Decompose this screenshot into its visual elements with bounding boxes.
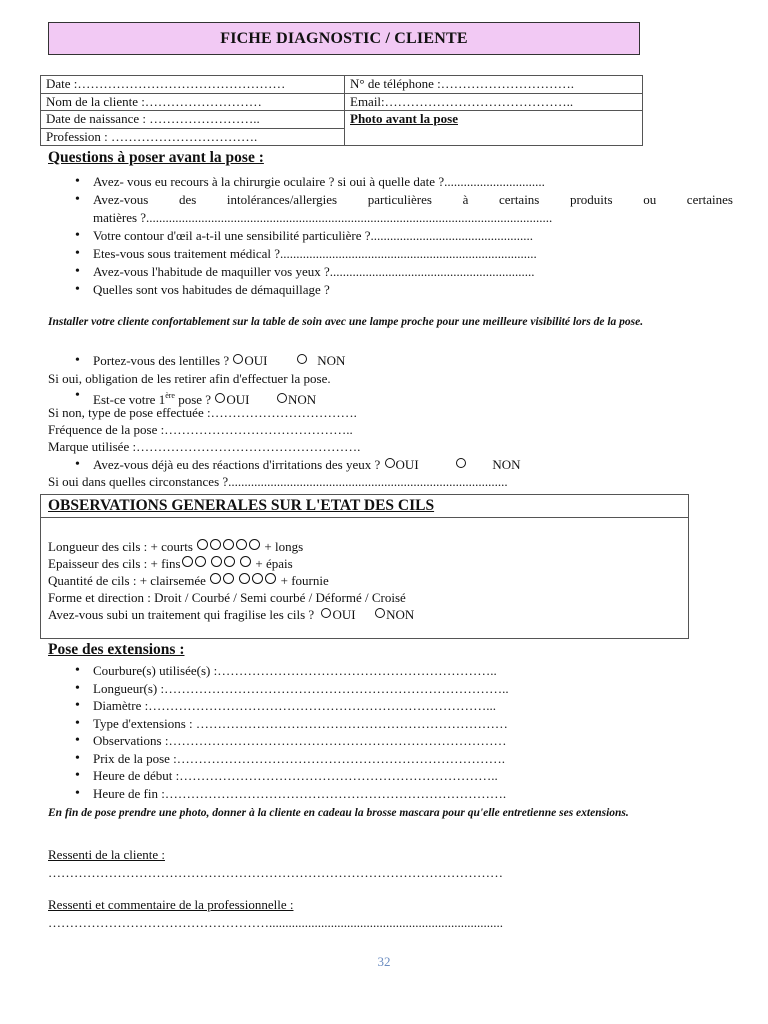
- lash-quantity-row: [48, 572, 329, 589]
- profession-field[interactable]: Profession : …………………………….: [41, 128, 345, 146]
- pose-price-field[interactable]: • Prix de la pose :………………………………………………………………….: [48, 750, 733, 768]
- email-field[interactable]: Email:……………………………………..: [345, 93, 643, 111]
- question-makeup-removal: • Quelles sont vos habitudes de démaquillage ?: [48, 281, 733, 299]
- questions-heading: Questions à poser avant la pose :: [48, 149, 264, 166]
- lash-length-radio-1[interactable]: [197, 539, 208, 550]
- photo-before-cell: [345, 111, 643, 146]
- lash-quantity-radio-2[interactable]: [223, 573, 234, 584]
- bullet-icon: •: [75, 353, 80, 368]
- install-client-note: Installer votre cliente confortablement sur la table de soin avec une lampe proche pour une meilleure visibilité lors de la pose.: [48, 316, 644, 328]
- lash-length-radio-4[interactable]: [236, 539, 247, 550]
- photo-before-label: Photo avant la pose: [350, 111, 458, 126]
- end-of-pose-note: En fin de pose prendre une photo, donner à la cliente en cadeau la brosse mascara pour qu'elle entretienne ses extensions.: [48, 807, 629, 819]
- client-feedback-label: Ressenti de la cliente :: [48, 847, 165, 862]
- lash-length-label: Longueur des cils : + courts: [48, 539, 193, 554]
- observations-box: [40, 494, 689, 639]
- first-pose-question-suffix: pose ?: [174, 392, 212, 407]
- lash-treatment-non-label: NON: [386, 607, 415, 622]
- lenses-oui-label: OUI: [244, 353, 268, 368]
- end-time-field[interactable]: • Heure de fin :…………………………………………………………………….: [48, 785, 733, 803]
- observations-heading: OBSERVATIONS GENERALES SUR L'ETAT DES CILS: [48, 497, 435, 514]
- client-identity-table: [40, 75, 643, 146]
- lash-length-max-label: + longs: [264, 539, 304, 554]
- irritation-oui-radio[interactable]: [385, 458, 395, 468]
- lash-treatment-row: [48, 606, 414, 623]
- lash-quantity-label: Quantité de cils : + clairsemée: [48, 573, 206, 588]
- irritation-oui-label: OUI: [395, 457, 419, 472]
- lash-quantity-radio-4[interactable]: [252, 573, 263, 584]
- first-pose-non-radio[interactable]: [277, 393, 287, 403]
- lash-thickness-label: Epaisseur des cils : + fins: [48, 556, 181, 571]
- question-medical-treatment[interactable]: • Etes-vous sous traitement médical ?...............................................................................: [48, 245, 733, 263]
- lash-quantity-max-label: + fournie: [280, 573, 329, 588]
- lash-thickness-radio-3[interactable]: [211, 556, 222, 567]
- lash-shape-row: Forme et direction : Droit / Courbé / Semi courbé / Déformé / Croisé: [48, 590, 406, 605]
- lash-length-radio-2[interactable]: [210, 539, 221, 550]
- lash-thickness-radio-5[interactable]: [240, 556, 251, 567]
- question-eye-surgery[interactable]: • Avez- vous eu recours à la chirurgie oculaire ? si oui à quelle date ?...............................: [48, 173, 733, 191]
- lash-treatment-oui-radio[interactable]: [321, 608, 331, 618]
- pro-feedback-field[interactable]: ……………………………………………........................................................................: [48, 915, 503, 930]
- lash-length-radio-3[interactable]: [223, 539, 234, 550]
- form-title: FICHE DIAGNOSTIC / CLIENTE: [48, 22, 640, 55]
- bullet-icon: •: [75, 388, 80, 403]
- birth-date-field[interactable]: Date de naissance : ……………………..: [41, 111, 345, 129]
- lash-length-radio-5[interactable]: [249, 539, 260, 550]
- previous-pose-type-field[interactable]: Si non, type de pose effectuée :…………………………….: [48, 405, 357, 420]
- lenses-non-radio[interactable]: [297, 354, 307, 364]
- questions-list: [48, 173, 733, 299]
- pose-details-list: [48, 662, 733, 802]
- irritation-row: [48, 456, 521, 473]
- start-time-field[interactable]: • Heure de début :………………………………………………………………..: [48, 767, 733, 785]
- irritation-circumstances-field[interactable]: Si oui dans quelles circonstances ?......................................................................................: [48, 474, 508, 489]
- lash-thickness-row: [48, 555, 293, 572]
- client-name-field[interactable]: Nom de la cliente :………………………: [41, 93, 345, 111]
- lenses-oui-radio[interactable]: [233, 354, 243, 364]
- question-eye-sensitivity[interactable]: • Votre contour d'œil a-t-il une sensibilité particulière ?..................................................: [48, 227, 733, 245]
- date-field[interactable]: Date :…………………………………………: [41, 76, 345, 94]
- lash-thickness-radio-1[interactable]: [182, 556, 193, 567]
- lenses-non-label: NON: [317, 353, 346, 368]
- lengths-field[interactable]: • Longueur(s) :……………………………………………………………………..: [48, 680, 733, 698]
- lash-treatment-oui-label: OUI: [332, 607, 356, 622]
- pose-frequency-field[interactable]: Fréquence de la pose :……………………………………..: [48, 422, 353, 437]
- pose-heading: Pose des extensions :: [48, 641, 185, 658]
- lash-thickness-radio-2[interactable]: [195, 556, 206, 567]
- phone-field[interactable]: N° de téléphone :………………………….: [345, 76, 643, 94]
- page-number: 32: [377, 954, 391, 969]
- irritation-non-label: NON: [492, 457, 521, 472]
- irritation-question: Avez-vous déjà eu des réactions d'irritations des yeux ?: [93, 457, 381, 472]
- lash-length-row: [48, 538, 303, 555]
- observations-field[interactable]: • Observations :……………………………………………………………………: [48, 732, 733, 750]
- first-pose-superscript: ère: [165, 391, 175, 400]
- diameter-field[interactable]: • Diamètre :……………………………………………………………………...: [48, 697, 733, 715]
- extension-type-field[interactable]: • Type d'extensions : ………………………………………………………………: [48, 715, 733, 733]
- question-makeup-habit[interactable]: • Avez-vous l'habitude de maquiller vos yeux ?...............................................................: [48, 263, 733, 281]
- lash-thickness-max-label: + épais: [255, 556, 293, 571]
- lash-quantity-radio-1[interactable]: [210, 573, 221, 584]
- observations-heading-bar: [41, 495, 688, 518]
- curl-used-field[interactable]: • Courbure(s) utilisée(s) :………………………………………………………..: [48, 662, 733, 680]
- lash-treatment-question: Avez-vous subi un traitement qui fragilise les cils ?: [48, 607, 315, 622]
- first-pose-question-prefix: Est-ce votre 1: [93, 392, 166, 407]
- lenses-followup: Si oui, obligation de les retirer afin d'effectuer la pose.: [48, 371, 331, 386]
- lenses-question-row: [48, 352, 345, 369]
- first-pose-non-label: NON: [287, 392, 317, 407]
- lash-treatment-non-radio[interactable]: [375, 608, 385, 618]
- first-pose-oui-label: OUI: [226, 392, 250, 407]
- client-feedback-field[interactable]: ……………………………………………………………………………………………: [48, 865, 503, 880]
- lash-quantity-radio-5[interactable]: [265, 573, 276, 584]
- pro-feedback-label: Ressenti et commentaire de la professionnelle :: [48, 897, 294, 912]
- first-pose-oui-radio[interactable]: [215, 393, 225, 403]
- brand-used-field[interactable]: Marque utilisée :…………………………………………….: [48, 439, 361, 454]
- lash-quantity-radio-3[interactable]: [239, 573, 250, 584]
- irritation-non-radio[interactable]: [456, 458, 466, 468]
- question-allergies-continued[interactable]: matières ?.............................................................................................................................: [93, 210, 553, 225]
- lenses-question: Portez-vous des lentilles ?: [93, 353, 230, 368]
- question-allergies[interactable]: • Avez-vous des intolérances/allergies particulières à certains produits ou certaines: [48, 191, 733, 209]
- bullet-icon: •: [75, 457, 80, 472]
- lash-thickness-radio-4[interactable]: [224, 556, 235, 567]
